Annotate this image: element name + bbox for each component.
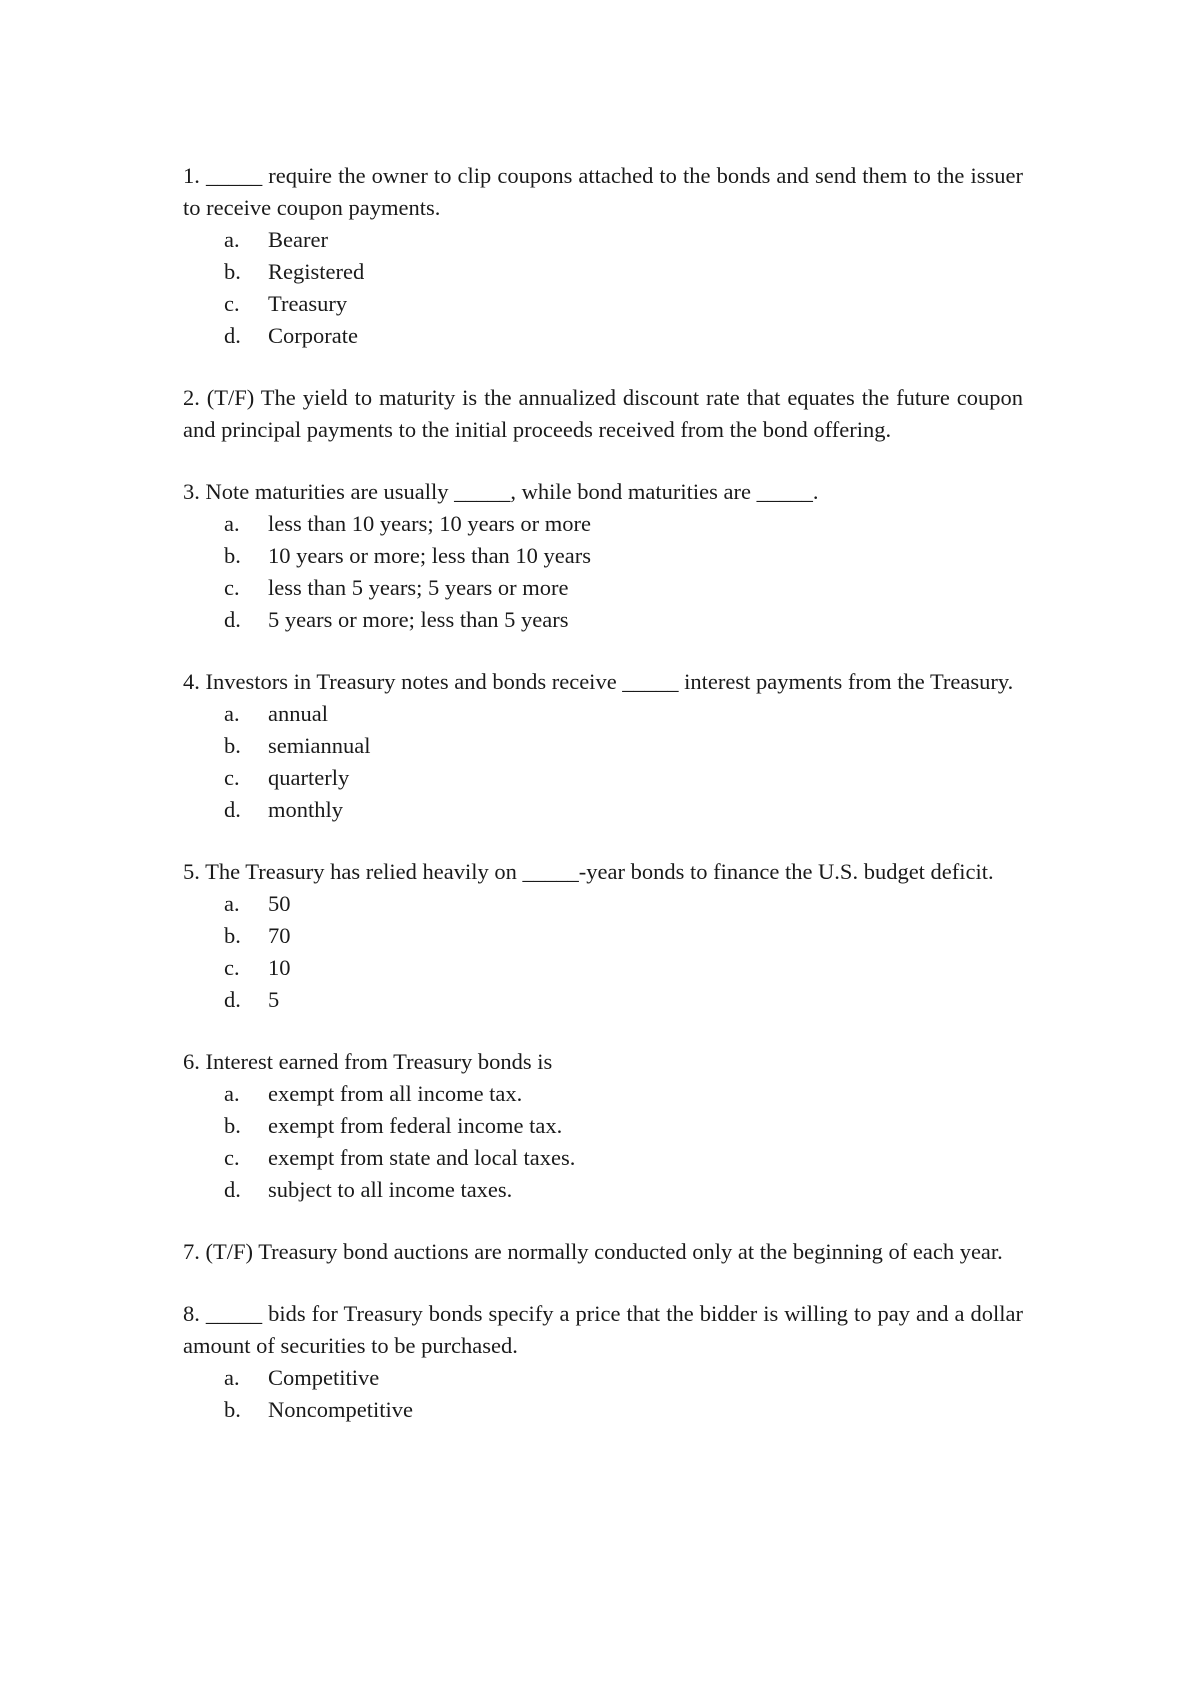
answer-option (183, 794, 1023, 826)
option-text: Bearer (268, 227, 328, 252)
option-list (183, 888, 1023, 1016)
option-text: 10 years or more; less than 10 years (268, 543, 592, 568)
question-4 (183, 666, 1023, 826)
option-letter: d. (224, 323, 241, 348)
option-text: Treasury (268, 291, 348, 316)
answer-option (183, 1174, 1023, 1206)
option-text: annual (268, 701, 328, 726)
question-stem: 8. _____ bids for Treasury bonds specify a price that the bidder is willing to pay and a dollar amount of securities to be purchased. (183, 1301, 1023, 1358)
answer-option (183, 224, 1023, 256)
answer-option (183, 1362, 1023, 1394)
option-letter: a. (224, 511, 240, 536)
option-letter: b. (224, 923, 241, 948)
option-letter: d. (224, 607, 241, 632)
answer-option (183, 572, 1023, 604)
option-letter: a. (224, 891, 240, 916)
answer-option (183, 1078, 1023, 1110)
answer-option (183, 508, 1023, 540)
option-letter: b. (224, 259, 241, 284)
question-stem: 3. Note maturities are usually _____, while bond maturities are _____. (183, 479, 819, 504)
option-letter: b. (224, 1113, 241, 1138)
option-text: 5 (268, 987, 280, 1012)
option-text: semiannual (268, 733, 371, 758)
question-stem: 1. _____ require the owner to clip coupons attached to the bonds and send them to the issuer to receive coupon payments. (183, 163, 1023, 220)
option-text: exempt from all income tax. (268, 1081, 523, 1106)
question-stem: 5. The Treasury has relied heavily on _____-year bonds to finance the U.S. budget deficit. (183, 859, 994, 884)
option-letter: c. (224, 1145, 240, 1170)
option-letter: a. (224, 1081, 240, 1106)
option-text: exempt from state and local taxes. (268, 1145, 576, 1170)
option-text: Competitive (268, 1365, 380, 1390)
option-letter: d. (224, 1177, 241, 1202)
option-letter: a. (224, 227, 240, 252)
question-5 (183, 856, 1023, 1016)
answer-option (183, 984, 1023, 1016)
question-stem: 7. (T/F) Treasury bond auctions are normally conducted only at the beginning of each year. (183, 1239, 1003, 1264)
answer-option (183, 762, 1023, 794)
option-letter: c. (224, 291, 240, 316)
question-stem: 6. Interest earned from Treasury bonds is (183, 1049, 553, 1074)
option-text: quarterly (268, 765, 350, 790)
option-list (183, 508, 1023, 636)
question-2 (183, 382, 1023, 446)
answer-option (183, 540, 1023, 572)
answer-option (183, 1394, 1023, 1426)
option-text: 70 (268, 923, 291, 948)
document-page (183, 160, 1023, 1456)
option-text: exempt from federal income tax. (268, 1113, 563, 1138)
answer-option (183, 320, 1023, 352)
option-text: Noncompetitive (268, 1397, 413, 1422)
option-list (183, 698, 1023, 826)
option-letter: a. (224, 701, 240, 726)
option-text: 50 (268, 891, 291, 916)
option-letter: b. (224, 1397, 241, 1422)
answer-option (183, 952, 1023, 984)
option-letter: c. (224, 765, 240, 790)
question-stem: 4. Investors in Treasury notes and bonds receive _____ interest payments from the Treasury. (183, 669, 1014, 694)
option-letter: d. (224, 797, 241, 822)
answer-option (183, 1110, 1023, 1142)
option-letter: c. (224, 955, 240, 980)
option-text: less than 5 years; 5 years or more (268, 575, 569, 600)
answer-option (183, 698, 1023, 730)
option-list (183, 1078, 1023, 1206)
option-letter: b. (224, 733, 241, 758)
option-letter: a. (224, 1365, 240, 1390)
question-6 (183, 1046, 1023, 1206)
answer-option (183, 920, 1023, 952)
question-8 (183, 1298, 1023, 1426)
option-text: monthly (268, 797, 344, 822)
option-letter: c. (224, 575, 240, 600)
question-list (183, 160, 1023, 1426)
answer-option (183, 888, 1023, 920)
option-text: 10 (268, 955, 291, 980)
option-list (183, 1362, 1023, 1426)
question-stem: 2. (T/F) The yield to maturity is the annualized discount rate that equates the future coupon and principal payments to the initial proceeds received from the bond offering. (183, 385, 1023, 442)
question-7 (183, 1236, 1023, 1268)
option-letter: d. (224, 987, 241, 1012)
answer-option (183, 288, 1023, 320)
answer-option (183, 604, 1023, 636)
option-text: less than 10 years; 10 years or more (268, 511, 592, 536)
answer-option (183, 1142, 1023, 1174)
question-1 (183, 160, 1023, 352)
answer-option (183, 730, 1023, 762)
option-text: subject to all income taxes. (268, 1177, 513, 1202)
option-text: Corporate (268, 323, 358, 348)
option-list (183, 224, 1023, 352)
option-text: Registered (268, 259, 365, 284)
question-3 (183, 476, 1023, 636)
option-text: 5 years or more; less than 5 years (268, 607, 569, 632)
answer-option (183, 256, 1023, 288)
option-letter: b. (224, 543, 241, 568)
